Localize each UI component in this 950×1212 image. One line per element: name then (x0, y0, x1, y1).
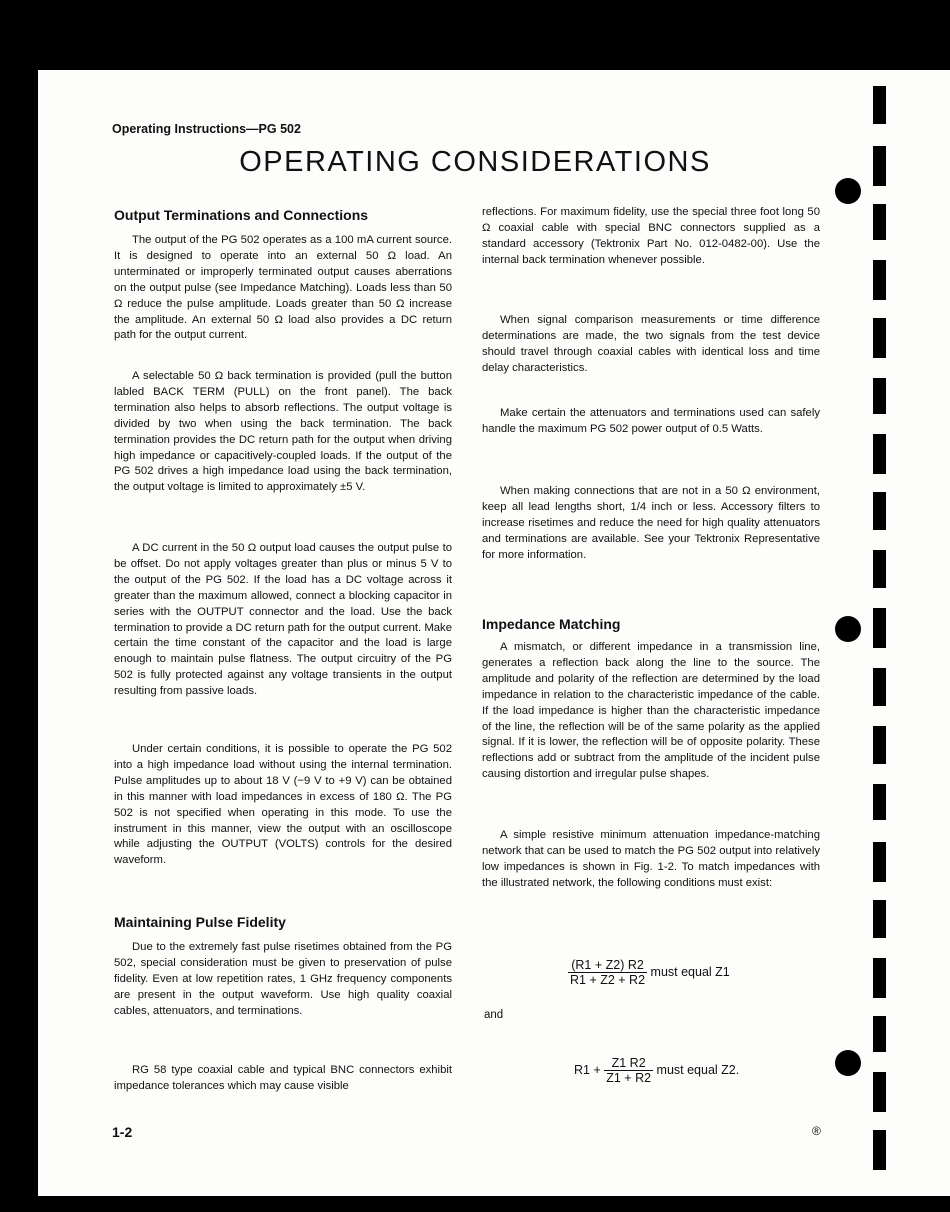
edge-mark (873, 86, 886, 124)
edge-mark (873, 900, 886, 938)
edge-mark (873, 726, 886, 764)
binder-hole (835, 616, 861, 642)
edge-mark (873, 1016, 886, 1052)
paragraph: A DC current in the 50 Ω output load causes the output pulse to be offset. Do not apply voltages greater than plus or minus 5 V to the output of the PG 502. If the load has a DC voltage across it greater than the maximum allowed, connect a blocking capacitor in series with the OUTPUT connector and the load. Use the back termination to provide a DC return path for the output current. Make certain the time constant of the capacitor and the load is large enough to maintain pulse flatness. The output circuitry of the PG 502 is fully protected against any voltage transients in the output resulting from passive loads. (114, 542, 452, 698)
edge-mark (873, 434, 886, 474)
page-title: OPERATING CONSIDERATIONS (239, 146, 711, 178)
paragraph: Make certain the attenuators and terminations used can safely handle the maximum PG 502 power output of 0.5 Watts. (482, 407, 820, 435)
paragraph: reflections. For maximum fidelity, use the special three foot long 50 Ω coaxial cable with special BNC connectors supplied as a standard accessory (Tektronix Part No. 012-0482-00). Use the internal back termination whenever possible. (482, 206, 820, 266)
paragraph: When signal comparison measurements or time difference determinations are made, the two signals from the test device should travel through coaxial cables with identical loss and time delay characteristics. (482, 314, 820, 374)
equation-1-numerator: (R1 + Z2) R2 (568, 958, 647, 973)
edge-mark (873, 260, 886, 300)
edge-mark (873, 608, 886, 648)
equation-2-denominator: Z1 + R2 (606, 1071, 652, 1085)
paragraph: A selectable 50 Ω back termination is provided (pull the button labled BACK TERM (PULL) on the front panel). The back termination also helps to absorb reflections. The output voltage is divided by two when using the back termination. The back termination provides the DC return path for the output when driving high impedance or capacitively-coupled loads. If the output of the PG 502 drives a high impedance load using the back termination, the output voltage is limited to approximately ±5 V. (114, 370, 452, 494)
equation-1-fraction (568, 958, 647, 987)
edge-mark (873, 1130, 886, 1170)
edge-mark (873, 784, 886, 820)
edge-mark (873, 378, 886, 414)
edge-mark (873, 146, 886, 186)
paragraph: Due to the extremely fast pulse risetimes obtained from the PG 502, special consideration must be given to preservation of pulse fidelity. Even at low repetition rates, 1 GHz frequency components are present in the output waveform. Use high quality coaxial cables, attenuators, and terminations. (114, 941, 452, 1017)
equation-2-numerator: Z1 R2 (604, 1056, 653, 1071)
binder-hole (835, 178, 861, 204)
paragraph: Under certain conditions, it is possible to operate the PG 502 into a high impedance load without using the internal termination. Pulse amplitudes up to about 18 V (−9 V to +9 V) can be obtained in this manner with load impedances in excess of 180 Ω. The PG 502 is not specified when operating in this mode. To use the instrument in this manner, view the output with an oscilloscope while adjusting the OUTPUT (VOLTS) controls for the desired waveform. (114, 743, 452, 867)
paragraph: When making connections that are not in a 50 Ω environment, keep all lead lengths short, 1/4 inch or less. Accessory filters to increase risetimes and reduce the need for high quality attenuators and terminations are available. See your Tektronix Representative for more information. (482, 485, 820, 561)
heading-impedance-matching: Impedance Matching (482, 616, 621, 632)
heading-pulse-fidelity: Maintaining Pulse Fidelity (114, 914, 286, 930)
equation-2-fraction (604, 1056, 653, 1085)
conjunction: and (484, 1009, 504, 1021)
equation-2-lead: R1 + (574, 1062, 601, 1077)
paragraph: RG 58 type coaxial cable and typical BNC connectors exhibit impedance tolerances which may cause visible (114, 1064, 452, 1092)
paragraph: A mismatch, or different impedance in a transmission line, generates a reflection back along the line to the source. The amplitude and polarity of the reflection are determined by the load impedance in relation to the characteristic impedance of the cable. If the load impedance is higher than the characteristic impedance of the line, the reflection will be of the same polarity as the applied signal. If it is lower, the reflection will be of opposite polarity. These reflections add or subtract from the amplitude of the incident pulse causing distortion and irregular pulse shapes. (482, 641, 820, 781)
binder-hole (835, 1050, 861, 1076)
edge-mark (873, 204, 886, 240)
paragraph: A simple resistive minimum attenuation impedance-matching network that can be used to match the PG 502 output into relatively low impedances is shown in Fig. 1-2. To match impedances with the illustrated network, the following conditions must exist: (482, 829, 820, 889)
page-number: 1-2 (112, 1124, 133, 1140)
edge-mark (873, 668, 886, 706)
edge-mark (873, 492, 886, 530)
edge-mark (873, 318, 886, 358)
paragraph: The output of the PG 502 operates as a 100 mA current source. It is designed to operate into an external 50 Ω load. An unterminated or improperly terminated output causes aberrations on the output pulse (see Impedance Matching). Loads less than 50 Ω reduce the pulse amplitude. Loads greater than 50 Ω increase the amplitude. An external 50 Ω load also provides a DC return path for the output current. (114, 234, 452, 342)
equation-2 (574, 1056, 739, 1085)
equation-1-condition: must equal Z1 (650, 964, 730, 979)
equation-2-condition: must equal Z2. (656, 1062, 740, 1077)
equation-1 (568, 958, 730, 987)
running-header: Operating Instructions—PG 502 (112, 122, 301, 136)
heading-output-terminations: Output Terminations and Connections (114, 207, 369, 223)
edge-mark (873, 842, 886, 882)
registered-mark: ® (812, 1124, 821, 1138)
edge-mark (873, 550, 886, 588)
edge-mark (873, 1072, 886, 1112)
equation-1-denominator: R1 + Z2 + R2 (570, 973, 646, 987)
edge-mark (873, 958, 886, 998)
